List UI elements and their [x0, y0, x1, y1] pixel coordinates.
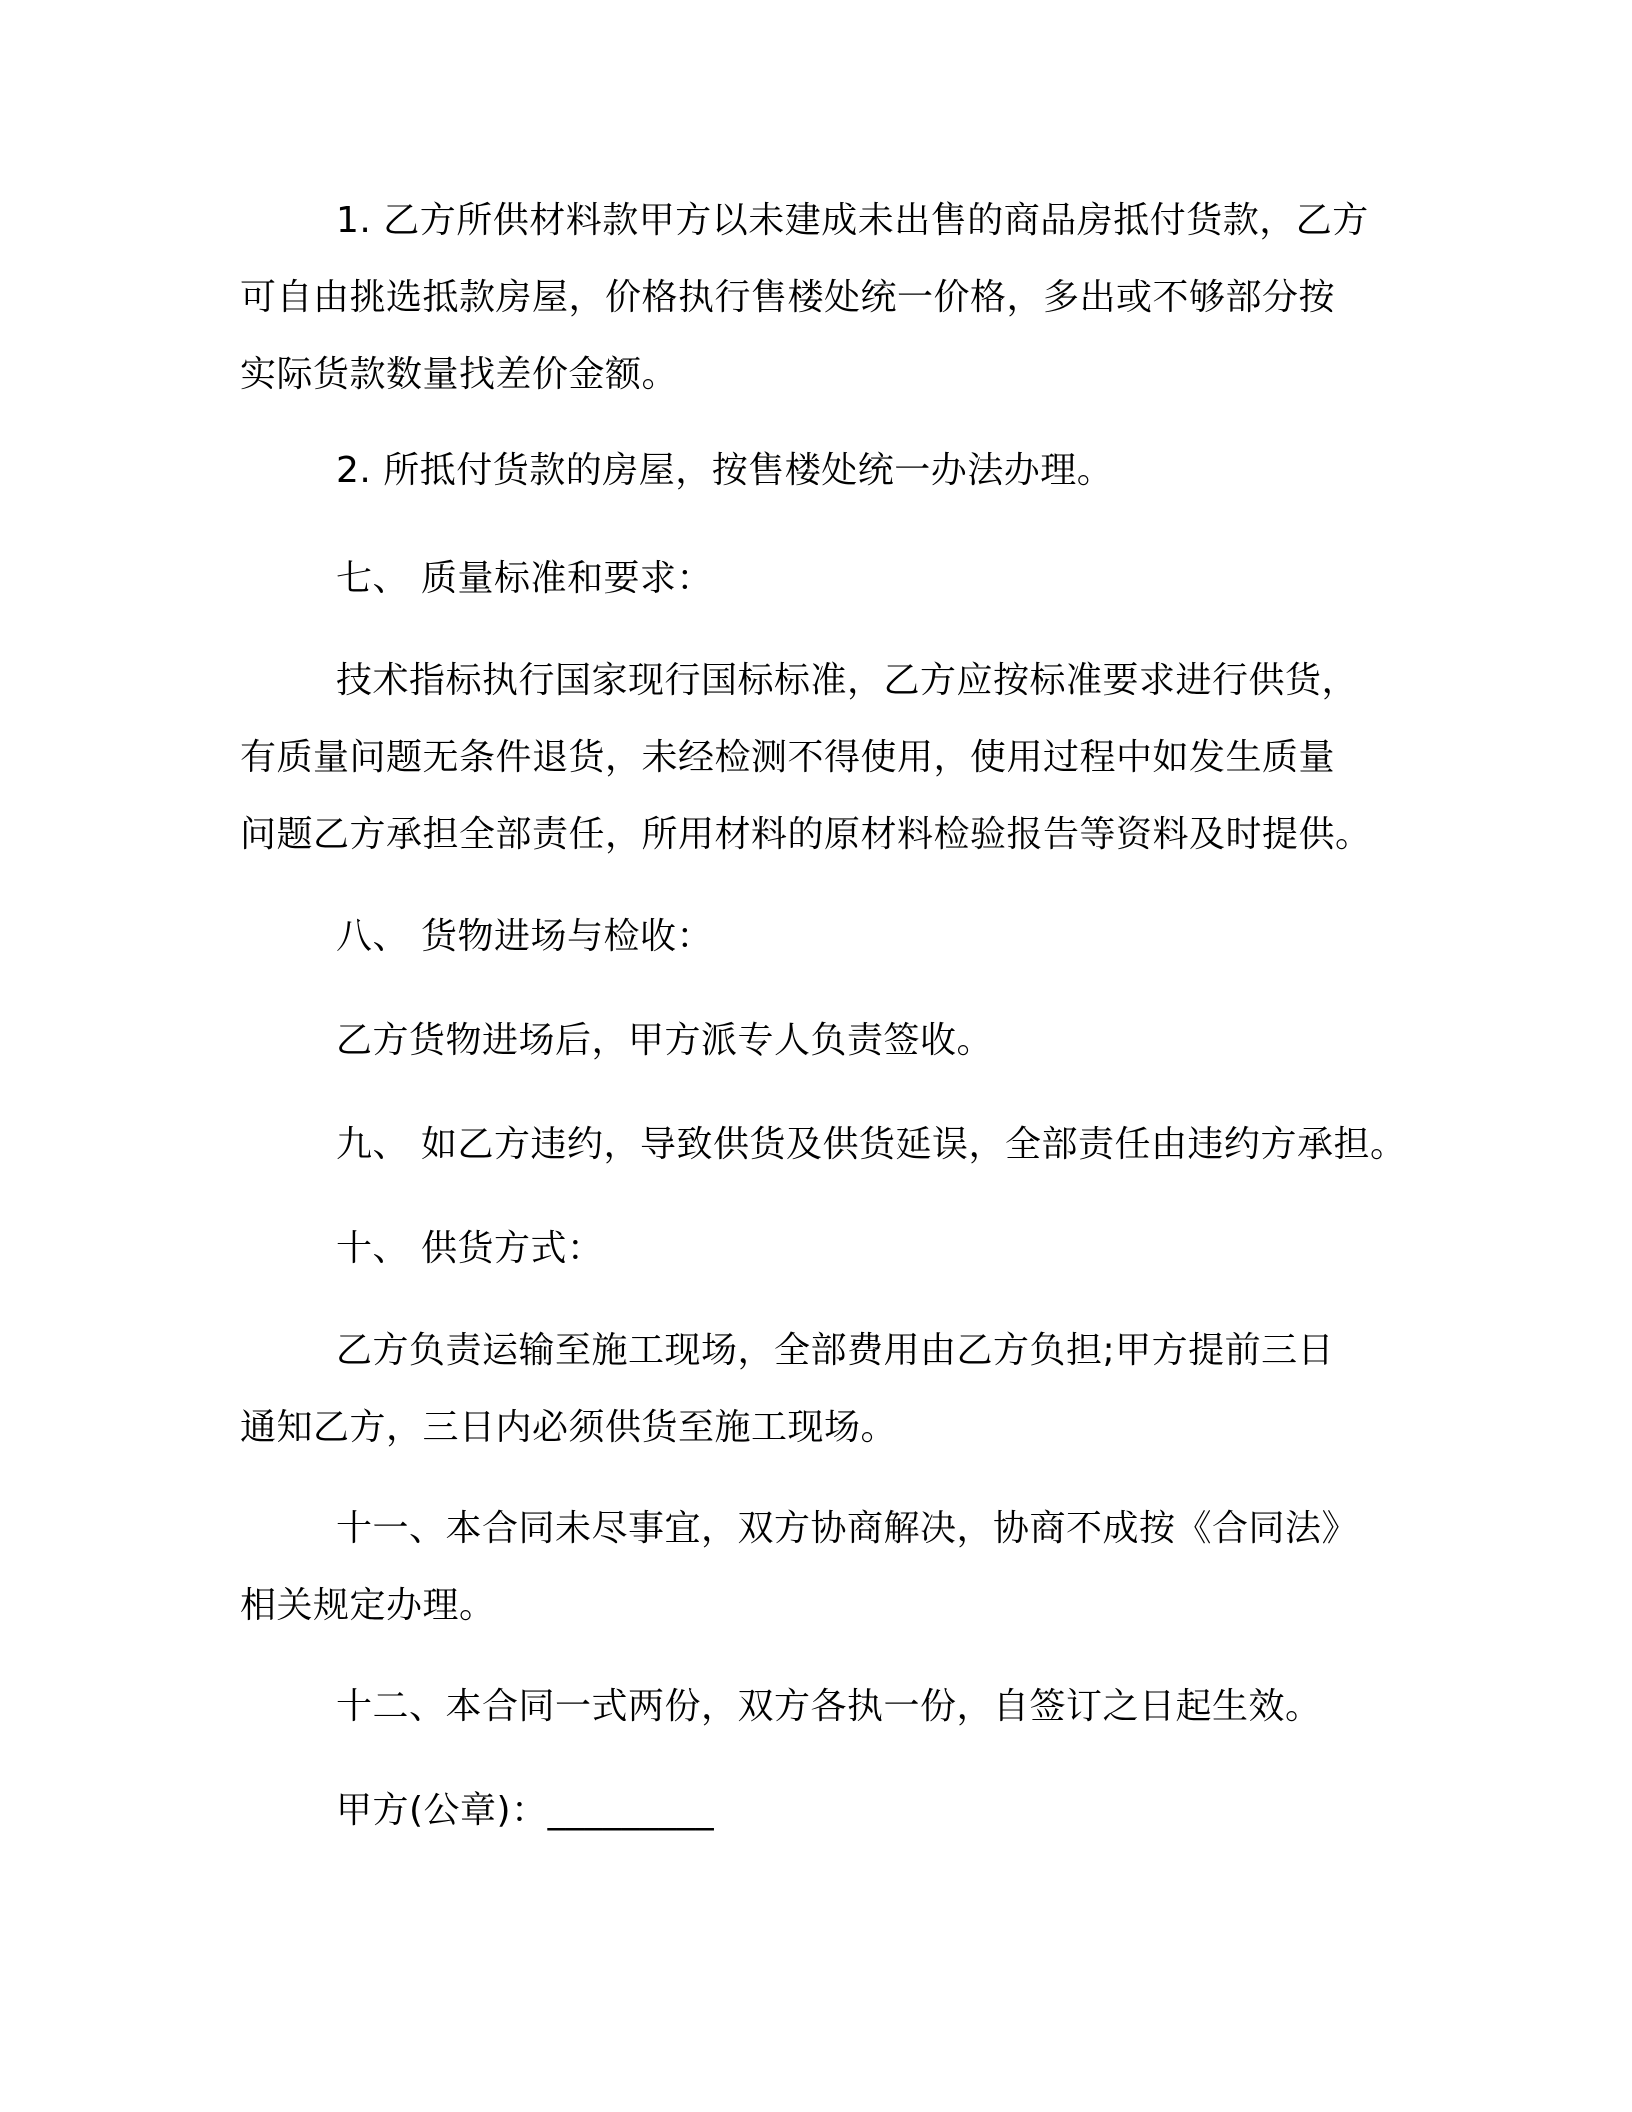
text-line: 可自由挑选抵款房屋，价格执行售楼处统一价格，多出或不够部分按 [240, 277, 1336, 318]
text-line: 2. 所抵付货款的房屋，按售楼处统一办法办理。 [336, 450, 1114, 491]
text-line: 十一、本合同未尽事宜，双方协商解决，协商不成按《合同法》 [336, 1508, 1359, 1549]
text-line: 相关规定办理。 [240, 1585, 496, 1626]
section-heading-quality [240, 540, 1420, 617]
text-line: 十、 供货方式： [336, 1228, 604, 1269]
text-line: 乙方货物进场后，甲方派专人负责签收。 [336, 1020, 994, 1061]
text-line: 甲方(公章)：_________ [336, 1790, 715, 1831]
section-unresolved-matters [240, 1490, 1420, 1644]
paragraph-acceptance [240, 1002, 1420, 1079]
text-line: 通知乙方，三日内必须供货至施工现场。 [240, 1407, 898, 1448]
text-line: 技术指标执行国家现行国标标准，乙方应按标准要求进行供货， [336, 660, 1359, 701]
paragraph-house-handling [240, 432, 1420, 509]
section-copies [240, 1668, 1420, 1745]
text-line: 九、 如乙方违约，导致供货及供货延误，全部责任由违约方承担。 [336, 1124, 1407, 1165]
text-line: 十二、本合同一式两份，双方各执一份，自签订之日起生效。 [336, 1686, 1322, 1727]
section-breach [240, 1106, 1420, 1183]
paragraph-quality-standards [240, 642, 1420, 873]
text-line: 七、 质量标准和要求： [336, 558, 713, 599]
text-line: 有质量问题无条件退货，未经检测不得使用，使用过程中如发生质量 [240, 737, 1336, 778]
text-line: 八、 货物进场与检收： [336, 916, 713, 957]
section-heading-acceptance [240, 898, 1420, 975]
text-line: 问题乙方承担全部责任，所用材料的原材料检验报告等资料及时提供。 [240, 814, 1372, 855]
text-line: 实际货款数量找差价金额。 [240, 354, 679, 395]
signature-party-a [240, 1772, 1420, 1849]
section-heading-delivery [240, 1210, 1420, 1287]
text-line: 1. 乙方所供材料款甲方以未建成未出售的商品房抵付货款，乙方 [336, 200, 1369, 241]
paragraph-delivery [240, 1312, 1420, 1466]
text-line: 乙方负责运输至施工现场，全部费用由乙方负担;甲方提前三日 [336, 1330, 1335, 1371]
paragraph-payment-method [240, 182, 1420, 413]
